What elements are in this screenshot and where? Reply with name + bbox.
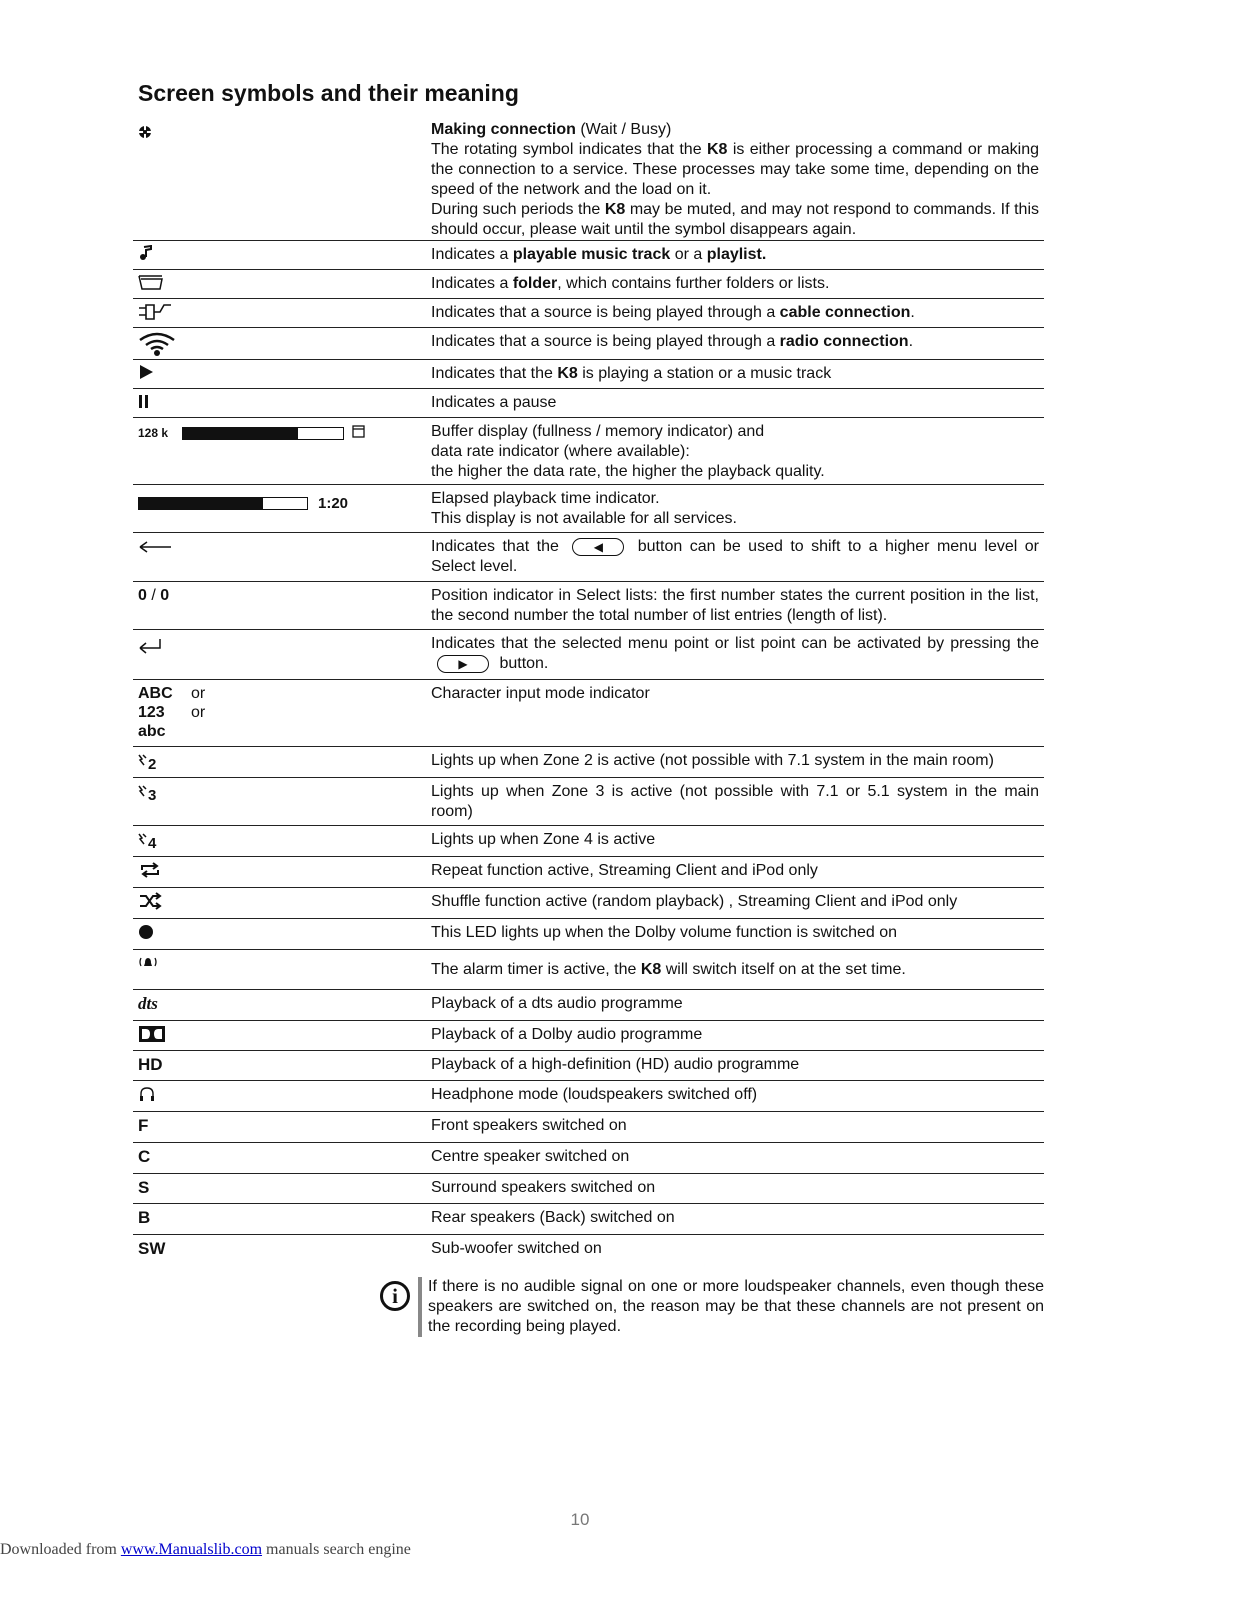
position-text: Position indicator in Select lists: the first number states the current position in the list, the second number the total number of list entries (length of list).: [431, 587, 1039, 624]
elapsed-fill: [139, 498, 263, 509]
or-label: or: [191, 704, 206, 721]
info-note: [380, 1277, 1044, 1337]
table-row: [133, 120, 1044, 241]
music-bold-2: playlist.: [706, 246, 767, 263]
dts-logo: dts: [138, 994, 158, 1013]
zone-icon: [138, 782, 148, 802]
front-symbol: F: [138, 1116, 149, 1135]
pause-text: Indicates a pause: [431, 394, 557, 411]
surround-symbol: S: [138, 1178, 150, 1197]
table-row: [133, 1051, 1044, 1081]
alarm-text-1: The alarm timer is active, the: [431, 961, 641, 978]
connection-text-2: is either processing a command or making the connection to a service. These processes may take some time, depending on the speed of the network and the load on it.: [431, 141, 1039, 198]
music-note-icon: [138, 245, 154, 266]
dolby-text: Playback of a Dolby audio programme: [431, 1026, 703, 1043]
table-row: [133, 1081, 1044, 1112]
table-row: [133, 241, 1044, 270]
play-text-1: Indicates that the: [431, 365, 558, 382]
or-label: or: [191, 685, 206, 702]
subwoofer-symbol: SW: [138, 1239, 166, 1258]
note-text: If there is no audible signal on one or more loudspeaker channels, even though these speakers are switched on, the reason may be that these channels are not present on the recording being played.: [428, 1278, 1044, 1335]
position-total: 0: [160, 587, 170, 604]
repeat-icon: [138, 861, 162, 884]
table-row: [133, 857, 1044, 888]
k8-label: K8: [604, 201, 626, 218]
buffer-text-3: the higher the data rate, the higher the playback quality.: [431, 463, 825, 480]
elapsed-bar: [138, 497, 308, 510]
table-row: [133, 919, 1044, 950]
table-row: [133, 360, 1044, 389]
position-indicator: [138, 586, 169, 606]
left-arrow-icon: [138, 539, 172, 559]
hd-text: Playback of a high-definition (HD) audio programme: [431, 1056, 800, 1073]
table-row: [133, 888, 1044, 919]
zone3-text: Lights up when Zone 3 is active (not possible with 7.1 or 5.1 system in the main room): [431, 783, 1039, 820]
play-icon: [138, 364, 154, 385]
pause-icon: [138, 393, 150, 414]
shuffle-icon: [138, 892, 162, 915]
cable-text-2: .: [910, 304, 915, 321]
table-row: [133, 299, 1044, 328]
rear-symbol: B: [138, 1208, 151, 1227]
folder-icon: [138, 274, 164, 295]
zone-number: 3: [148, 787, 157, 804]
alarm-bell-icon: [138, 954, 158, 974]
footer-suffix: manuals search engine: [262, 1541, 411, 1558]
k8-label: K8: [640, 961, 662, 978]
hd-symbol: HD: [138, 1055, 163, 1074]
connection-text-1: The rotating symbol indicates that the: [431, 141, 707, 158]
input-mode-lower-abc: abc: [138, 723, 166, 740]
table-row: [133, 418, 1044, 485]
table-row: [133, 1174, 1044, 1204]
music-text-2: or a: [670, 246, 707, 263]
position-separator: /: [146, 587, 161, 604]
page-title: Screen symbols and their meaning: [138, 80, 519, 106]
zone-number: 4: [148, 835, 157, 852]
folder-text-1: Indicates a: [431, 275, 513, 292]
table-row: [133, 630, 1044, 680]
elapsed-time: 1:20: [318, 494, 349, 512]
play-text-2: is playing a station or a music track: [577, 365, 832, 382]
data-rate-label: 128 k: [138, 426, 169, 440]
radio-bold: radio connection: [779, 333, 909, 350]
table-row: [133, 1143, 1044, 1174]
table-row: [133, 389, 1044, 418]
buffer-text-1: Buffer display (fullness / memory indicator) and: [431, 423, 765, 440]
connection-text-3: During such periods the: [431, 201, 605, 218]
rotating-connection-icon: [138, 124, 152, 144]
cable-text-1: Indicates that a source is being played through a: [431, 304, 780, 321]
enter-button-symbol: ▶: [437, 655, 489, 673]
table-row: [133, 270, 1044, 299]
wireless-icon: [138, 332, 176, 361]
table-row: [133, 1235, 1044, 1266]
note-divider: [418, 1277, 422, 1337]
headphone-text: Headphone mode (loudspeakers switched off): [431, 1086, 758, 1103]
table-row: [133, 826, 1044, 857]
enter-text-1: Indicates that the selected menu point or list point can be activated by pressing the: [431, 635, 1039, 652]
buffer-fill: [183, 428, 298, 439]
table-row: [133, 680, 1044, 747]
table-row: [133, 582, 1044, 630]
table-row: [133, 778, 1044, 826]
back-text-2: button can be used to shift to a higher menu level or Select level.: [431, 538, 1039, 575]
shuffle-text: Shuffle function active (random playback) , Streaming Client and iPod only: [431, 893, 958, 910]
table-row: [133, 950, 1044, 990]
k8-label: K8: [706, 141, 728, 158]
radio-text-2: .: [908, 333, 914, 350]
connection-text-4: may be muted, and may not respond to commands. If this should occur, please wait until the symbol disappears again.: [431, 201, 1039, 238]
music-text-1: Indicates a: [431, 246, 513, 263]
buffer-text-2: data rate indicator (where available):: [431, 443, 690, 460]
back-button-symbol: ◀: [572, 538, 624, 556]
table-row: [133, 533, 1044, 582]
repeat-text: Repeat function active, Streaming Client and iPod only: [431, 862, 818, 879]
music-bold-1: playable music track: [512, 246, 671, 263]
zone4-text: Lights up when Zone 4 is active: [431, 831, 656, 848]
table-row: [133, 1204, 1044, 1235]
buffer-bar: [182, 427, 344, 440]
radio-text-1: Indicates that a source is being played through a: [431, 333, 780, 350]
input-text: Character input mode indicator: [431, 685, 650, 702]
alarm-text-2: will switch itself on at the set time.: [661, 961, 906, 978]
elapsed-text-1: Elapsed playback time indicator.: [431, 490, 660, 507]
folder-text-2: , which contains further folders or lists.: [557, 275, 830, 292]
input-mode-123: 123: [138, 704, 165, 721]
zone-icon: [138, 830, 148, 850]
zone-icon: [138, 751, 148, 771]
symbols-table: [133, 120, 1044, 1266]
led-dot-icon: [138, 923, 154, 944]
download-footer: [0, 1541, 411, 1559]
table-row: [133, 485, 1044, 533]
rear-text: Rear speakers (Back) switched on: [431, 1209, 675, 1226]
position-current: 0: [138, 587, 147, 604]
table-row: [133, 747, 1044, 778]
elapsed-text-2: This display is not available for all services.: [431, 510, 737, 527]
table-row: [133, 990, 1044, 1021]
table-row: [133, 328, 1044, 360]
cable-bold: cable connection: [779, 304, 911, 321]
dts-text: Playback of a dts audio programme: [431, 995, 683, 1012]
page-number: 10: [570, 1510, 590, 1529]
back-text-1: Indicates that the: [431, 538, 567, 555]
zone-number: 2: [148, 756, 157, 773]
manualslib-link[interactable]: www.Manualslib.com: [120, 1541, 263, 1558]
headphone-icon: [138, 1085, 156, 1108]
dolby-volume-text: This LED lights up when the Dolby volume function is switched on: [431, 924, 898, 941]
dolby-icon: [138, 1025, 166, 1048]
connection-heading-suffix: (Wait / Busy): [575, 121, 672, 138]
k8-label: K8: [557, 365, 578, 382]
subwoofer-text: Sub-woofer switched on: [431, 1240, 602, 1257]
footer-prefix: Downloaded from: [0, 1541, 121, 1558]
table-row: [133, 1112, 1044, 1143]
surround-text: Surround speakers switched on: [431, 1179, 656, 1196]
connection-heading: Making connection: [431, 121, 576, 138]
return-arrow-icon: [138, 638, 162, 659]
enter-text-2: button.: [495, 655, 549, 672]
cable-connection-icon: [138, 303, 174, 326]
zone2-text: Lights up when Zone 2 is active (not possible with 7.1 system in the main room): [431, 752, 994, 769]
centre-symbol: C: [138, 1147, 151, 1166]
input-mode-abc: ABC: [138, 685, 173, 702]
memory-icon: [352, 423, 366, 443]
folder-bold: folder: [512, 275, 558, 292]
table-row: [133, 1021, 1044, 1051]
centre-text: Centre speaker switched on: [431, 1148, 630, 1165]
front-text: Front speakers switched on: [431, 1117, 627, 1134]
info-icon: i: [380, 1281, 410, 1311]
